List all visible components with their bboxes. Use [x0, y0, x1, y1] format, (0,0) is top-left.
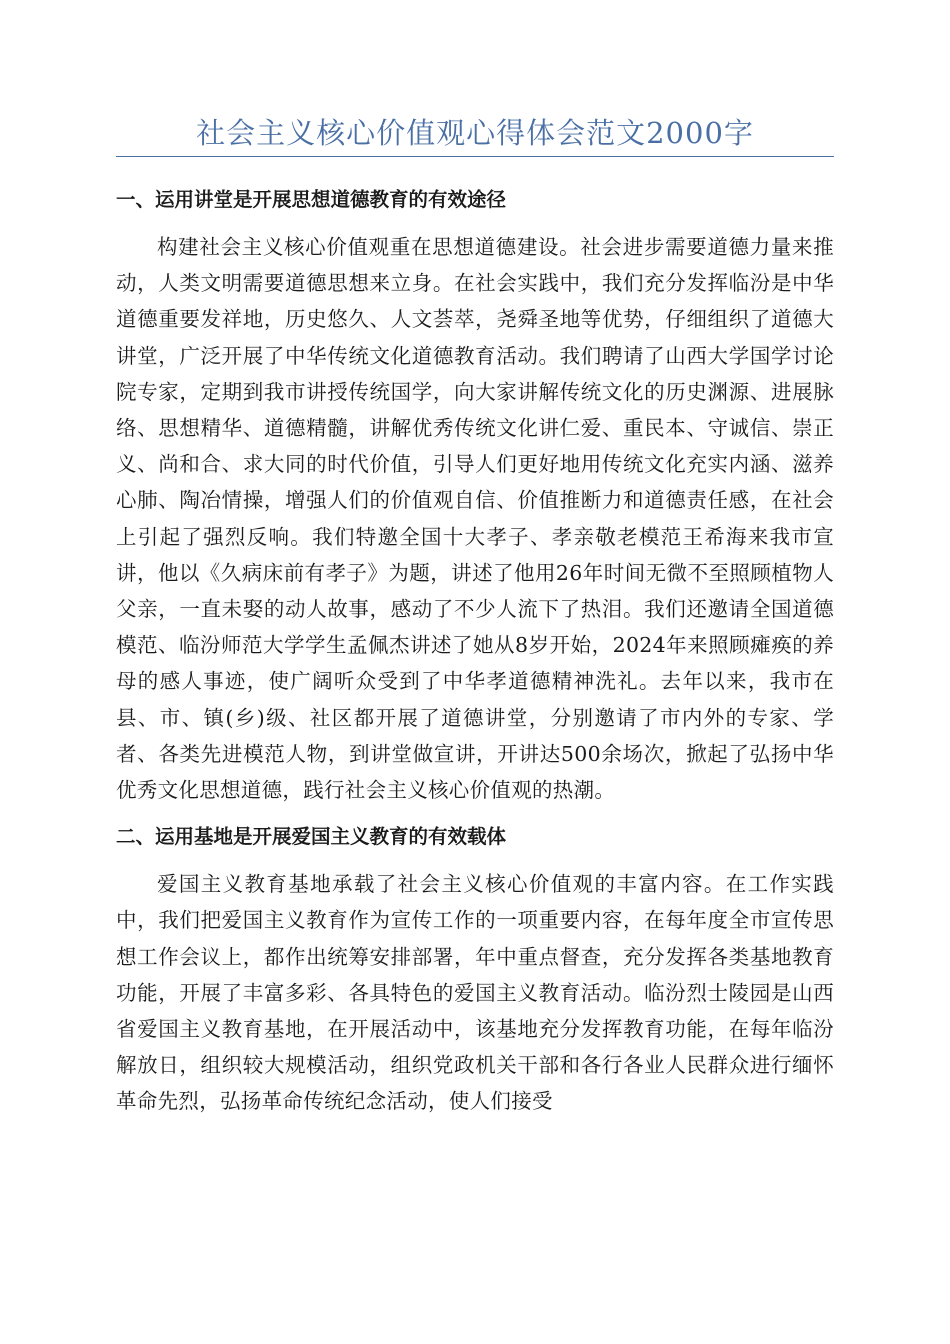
section-paragraph-2: 爱国主义教育基地承载了社会主义核心价值观的丰富内容。在工作实践中，我们把爱国主义教育作为宣传工作的一项重要内容，在每年度全市宣传思想工作会议上，都作出统筹安排部署，年中重点督查，充分发挥各类基地教育功能，开展了丰富多彩、各具特色的爱国主义教育活动。临汾烈士陵园是山西省爱国主义教育基地，在开展活动中，该基地充分发挥教育功能，在每年临汾解放日，组织较大规模活动，组织党政机关干部和各行各业人民群众进行缅怀革命先烈，弘扬革命传统纪念活动，使人们接受: [116, 872, 834, 1114]
title-underline: [116, 156, 834, 157]
document-title: 社会主义核心价值观心得体会范文2000字: [196, 116, 754, 150]
section-heading-1: 一、运用讲堂是开展思想道德教育的有效途径: [116, 188, 507, 211]
section-paragraph-1: 构建社会主义核心价值观重在思想道德建设。社会进步需要道德力量来推动，人类文明需要道德思想来立身。在社会实践中，我们充分发挥临汾是中华道德重要发祥地，历史悠久、人文荟萃，尧舜圣地等优势，仔细组织了道德大讲堂，广泛开展了中华传统文化道德教育活动。我们聘请了山西大学国学讨论院专家，定期到我市讲授传统国学，向大家讲解传统文化的历史渊源、进展脉络、思想精华、道德精髓，讲解优秀传统文化讲仁爱、重民本、守诚信、崇正义、尚和合、求大同的时代价值，引导人们更好地用传统文化充实内涵、滋养心肺、陶冶情操，增强人们的价值观自信、价值推断力和道德责任感，在社会上引起了强烈反响。我们特邀全国十大孝子、孝亲敬老模范王希海来我市宣讲，他以《久病床前有孝子》为题，讲述了他用26年时间无微不至照顾植物人父亲，一直未娶的动人故事，感动了不少人流下了热泪。我们还邀请全国道德模范、临汾师范大学学生孟佩杰讲述了她从8岁开始，2024年来照顾瘫痪的养母的感人事迹，使广阔听众受到了中华孝道德精神洗礼。去年以来，我市在县、市、镇(乡)级、社区都开展了道德讲堂，分别邀请了市内外的专家、学者、各类先进模范人物，到讲堂做宣讲，开讲达500余场次，掀起了弘扬中华优秀文化思想道德，践行社会主义核心价值观的热潮。: [116, 235, 834, 803]
document-page: [116, 112, 834, 1120]
section-heading-2: 二、运用基地是开展爱国主义教育的有效载体: [116, 825, 507, 849]
